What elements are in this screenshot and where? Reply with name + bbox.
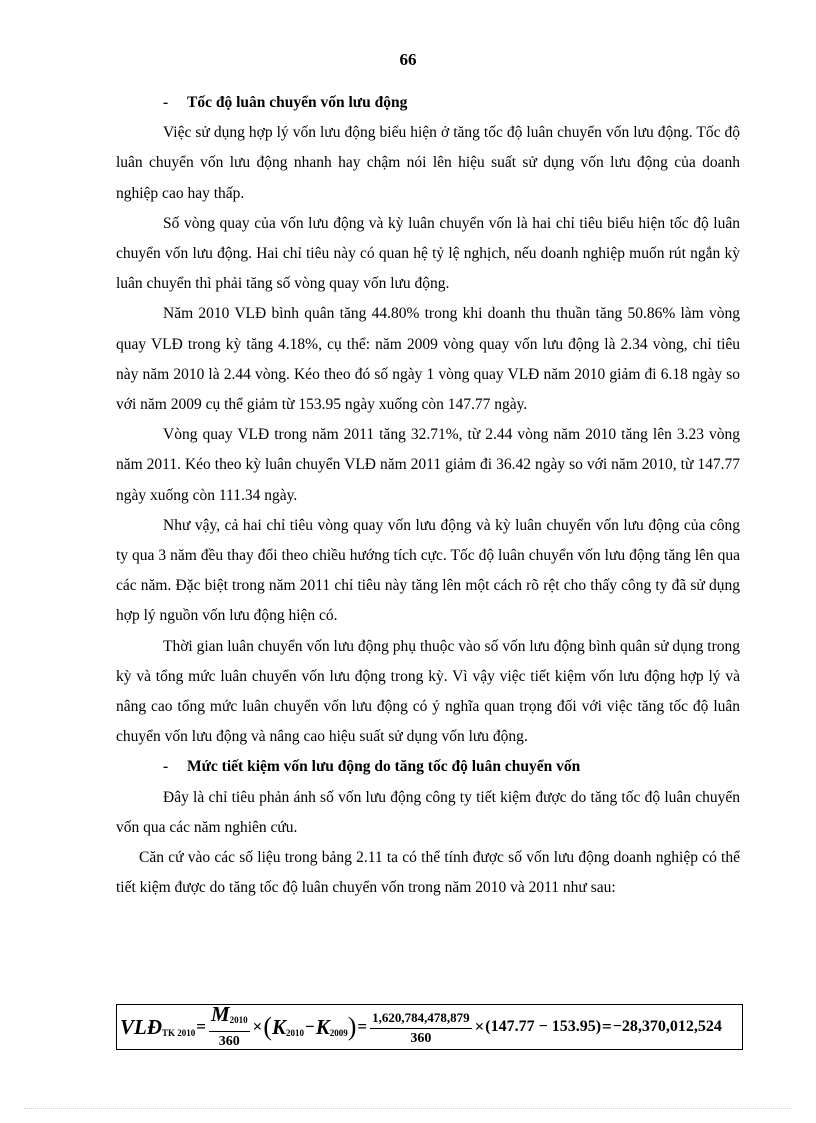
formula-m-subscript: 2010: [229, 1014, 248, 1025]
formula-k1: [272, 1015, 304, 1040]
formula-fraction-1-denominator: 360: [218, 1033, 240, 1049]
paragraph: Đây là chỉ tiêu phản ánh số vốn lưu động công ty tiết kiệm được do tăng tốc độ luân chuyển vốn qua các năm nghiên cứu.: [116, 788, 740, 836]
formula-lhs-subscript: TK 2010: [162, 1027, 196, 1038]
formula-equals: =: [357, 1017, 368, 1036]
formula-lhs-symbol: VLĐ: [120, 1014, 162, 1039]
formula-difference: (147.77 − 153.95): [485, 1018, 602, 1035]
formula-fraction-1: [209, 1001, 250, 1051]
formula-paren-close: ): [347, 1012, 357, 1041]
formula-k1-symbol: K: [272, 1014, 287, 1039]
formula-lhs: [120, 1015, 195, 1040]
formula-fraction-1-numerator: [209, 1001, 250, 1032]
paragraph: Số vòng quay của vốn lưu động và kỳ luân chuyển vốn là hai chỉ tiêu biểu hiện tốc độ luân chuyển vốn lưu động. Hai chỉ tiêu này có quan hệ tỷ lệ nghịch, nếu doanh nghiệp muốn rút ngắn kỳ luân chuyển thì phải tăng số vòng quay vốn lưu động.: [116, 214, 740, 293]
formula-equals: =: [196, 1017, 206, 1036]
heading-dash: -: [163, 94, 169, 111]
section-heading-turnover-speed: [116, 88, 740, 118]
heading-text: Mức tiết kiệm vốn lưu động do tăng tốc độ luân chuyển vốn: [187, 758, 581, 776]
formula-m-symbol: M: [210, 1001, 230, 1026]
formula-k2-subscript: 2009: [329, 1027, 348, 1038]
formula-times: ×: [474, 1017, 485, 1036]
formula-equals: =: [602, 1017, 612, 1036]
formula-fraction-2-denominator: 360: [410, 1030, 432, 1046]
document-body: [116, 88, 740, 903]
paragraph: Việc sử dụng hợp lý vốn lưu động biểu hiện ở tăng tốc độ luân chuyển vốn lưu động. Tốc độ luân chuyển vốn lưu động nhanh hay chậm nói lên hiệu suất sử dụng vốn lưu động của doanh nghiệp cao hay thấp.: [116, 124, 740, 202]
page-bottom-divider: [24, 1108, 792, 1109]
formula-fraction-2: [370, 1007, 472, 1048]
section-heading-savings: [116, 752, 740, 782]
paragraph: Như vậy, cả hai chỉ tiêu vòng quay vốn lưu động và kỳ luân chuyển vốn lưu động của công ty qua 3 năm đều thay đổi theo chiều hướng tích cực. Tốc độ luân chuyển vốn lưu động tăng lên qua các năm. Đặc biệt trong năm 2011 chỉ tiêu này tăng lên một cách rõ rệt cho thấy công ty đã sử dụng hợp lý nguồn vốn lưu động hiện có.: [116, 516, 740, 625]
formula-minus: −: [305, 1017, 315, 1036]
paragraph: Năm 2010 VLĐ bình quân tăng 44.80% trong khi doanh thu thuần tăng 50.86% làm vòng quay VLĐ trong kỳ tăng 4.18%, cụ thể: năm 2009 vòng quay vốn lưu động là 2.34 vòng, chỉ tiêu này năm 2010 là 2.44 vòng. Kéo theo đó số ngày 1 vòng quay VLĐ năm 2010 giảm đi 6.18 ngày so với năm 2009 cụ thể giảm từ 153.95 ngày xuống còn 147.77 ngày.: [116, 305, 740, 414]
formula-times: ×: [252, 1017, 263, 1036]
heading-text: Tốc độ luân chuyển vốn lưu động: [187, 94, 408, 111]
formula-result: −28,370,012,524: [612, 1018, 722, 1035]
formula-k2: [316, 1015, 348, 1040]
paragraph: Căn cứ vào các số liệu trong bảng 2.11 ta có thể tính được số vốn lưu động doanh nghiệp có thể tiết kiệm được do tăng tốc độ luân chuyển vốn trong năm 2010 và 2011 như sau:: [116, 849, 740, 897]
formula-box: [116, 1001, 743, 1050]
paragraph: Vòng quay VLĐ trong năm 2011 tăng 32.71%, từ 2.44 vòng năm 2010 tăng lên 3.23 vòng năm 2011. Kéo theo kỳ luân chuyển VLĐ năm 2011 giảm đi 36.42 ngày so với năm 2010, từ 147.77 ngày xuống còn 111.34 ngày.: [116, 426, 740, 504]
formula-k1-subscript: 2010: [286, 1027, 305, 1038]
page-number: 66: [399, 50, 417, 69]
formula-paren-open: (: [263, 1012, 272, 1041]
paragraph: Thời gian luân chuyển vốn lưu động phụ thuộc vào số vốn lưu động bình quân sử dụng trong kỳ và tổng mức luân chuyển vốn lưu động trong kỳ. Vì vậy việc tiết kiệm vốn lưu động hợp lý và nâng cao tổng mức luân chuyển vốn lưu động có ý nghĩa quan trọng đối với việc tăng tốc độ luân chuyển vốn lưu động và nâng cao hiệu suất sử dụng vốn lưu động.: [116, 637, 740, 746]
formula-fraction-2-numerator: 1,620,784,478,879: [370, 1007, 472, 1029]
formula-k2-symbol: K: [315, 1014, 330, 1039]
heading-dash: -: [163, 758, 169, 776]
